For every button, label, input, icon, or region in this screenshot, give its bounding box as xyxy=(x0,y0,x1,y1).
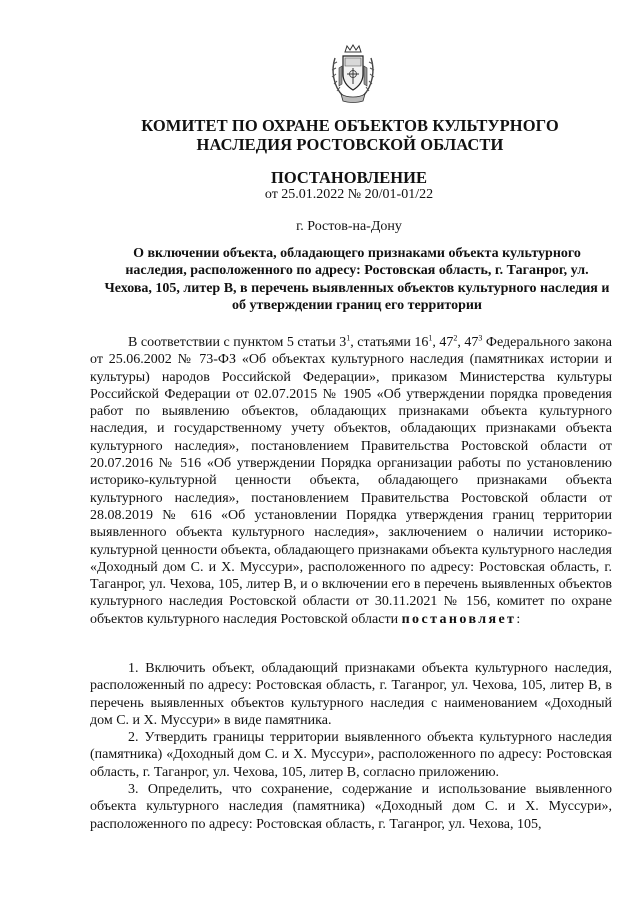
document-city: г. Ростов-на-Дону xyxy=(296,219,402,234)
preamble-end: : xyxy=(516,611,521,627)
resolution-item-2: 2. Утвердить границы территории выявленного объекта культурного наследия (памятника) «Доходный дом С. и Х. Муссури», расположенного по адресу: Ростовская область, г. Таганрог, ул. Чехова, 105, литер В, согласно приложению. xyxy=(90,730,612,780)
preamble-sup-1: 1 xyxy=(346,333,351,343)
preamble-sup-2: 1 xyxy=(428,333,433,343)
preamble-sup-4: 3 xyxy=(478,333,483,343)
document-type: ПОСТАНОВЛЕНИЕ xyxy=(271,168,427,187)
coat-of-arms-emblem xyxy=(329,44,377,104)
resolution-item-3: 3. Определить, что сохранение, содержание и использование выявленного объекта культурного наследия (памятника) «Доходный дом С. и Х. Муссури», расположенного по адресу: Ростовская область, г. Таганрог, ул. Чехова, 105, xyxy=(90,782,612,832)
preamble-text-2: , статьями 16 xyxy=(350,335,429,350)
resolution-items xyxy=(90,660,612,833)
preamble-text-5: Федерального закона от 25.06.2002 № 73-ФЗ «Об объектах культурного наследия (памятниках истории и культуры) народов Российской Федерации», приказом Министерства культуры Российской Федерации от 02.07.2015 № 1905 «Об утверждении порядка проведения работ по выявлению объектов, обладающих признаками объекта культурного наследия, и государственному учету объектов, обладающих признаками объекта культурного наследия», постановлением Правительства Ростовской области от 20.07.2016 № 516 «Об утверждении Порядка организации работы по установлению историко-культурной ценности объекта, обладающего признаками объекта культурного наследия», постановлением Правительства Ростовской области от 28.08.2019 № 616 «Об установлении Порядка утверждения границ территории выявленного объекта культурного наследия», заключением о наличии историко-культурной ценности объекта, обладающего признаками объекта культурного наследия «Доходный дом С. и Х. Муссури», расположенного по адресу: Ростовская область, г. Таганрог, ул. Чехова, 105, литер В, и о включении его в перечень выявленных объектов культурного наследия Ростовской области от 30.11.2021 № 156, комитет по охране объектов культурного наследия Ростовской области xyxy=(90,335,613,627)
document-number-date: от 25.01.2022 № 20/01-01/22 xyxy=(264,187,434,202)
preamble-sup-3: 2 xyxy=(453,333,458,343)
preamble-text-4: , 47 xyxy=(457,335,479,350)
preamble-paragraph xyxy=(90,334,612,628)
organization-title: КОМИТЕТ ПО ОХРАНЕ ОБЪЕКТОВ КУЛЬТУРНОГО НАСЛЕДИЯ РОСТОВСКОЙ ОБЛАСТИ xyxy=(141,116,559,154)
resolution-item-1: 1. Включить объект, обладающий признаками объекта культурного наследия, расположенный по адресу: Ростовская область, г. Таганрог, ул. Чехова, 105, литер В, в перечень выявленных объектов культурного наследия с наименованием «Доходный дом С. и Х. Муссури» в виде памятника. xyxy=(90,661,612,728)
resolves-word: постановляет xyxy=(401,611,517,627)
document-subject: О включении объекта, обладающего признаками объекта культурного наследия, расположенного по адресу: Ростовская область, г. Таганрог, ул. Чехова, 105, литер В, в перечень выявленных объектов культурного наследия и об утверждении границ его территории xyxy=(104,246,610,314)
preamble-text-3: , 47 xyxy=(432,335,454,350)
preamble-text-1: В соответствии с пунктом 5 статьи 3 xyxy=(128,335,347,350)
